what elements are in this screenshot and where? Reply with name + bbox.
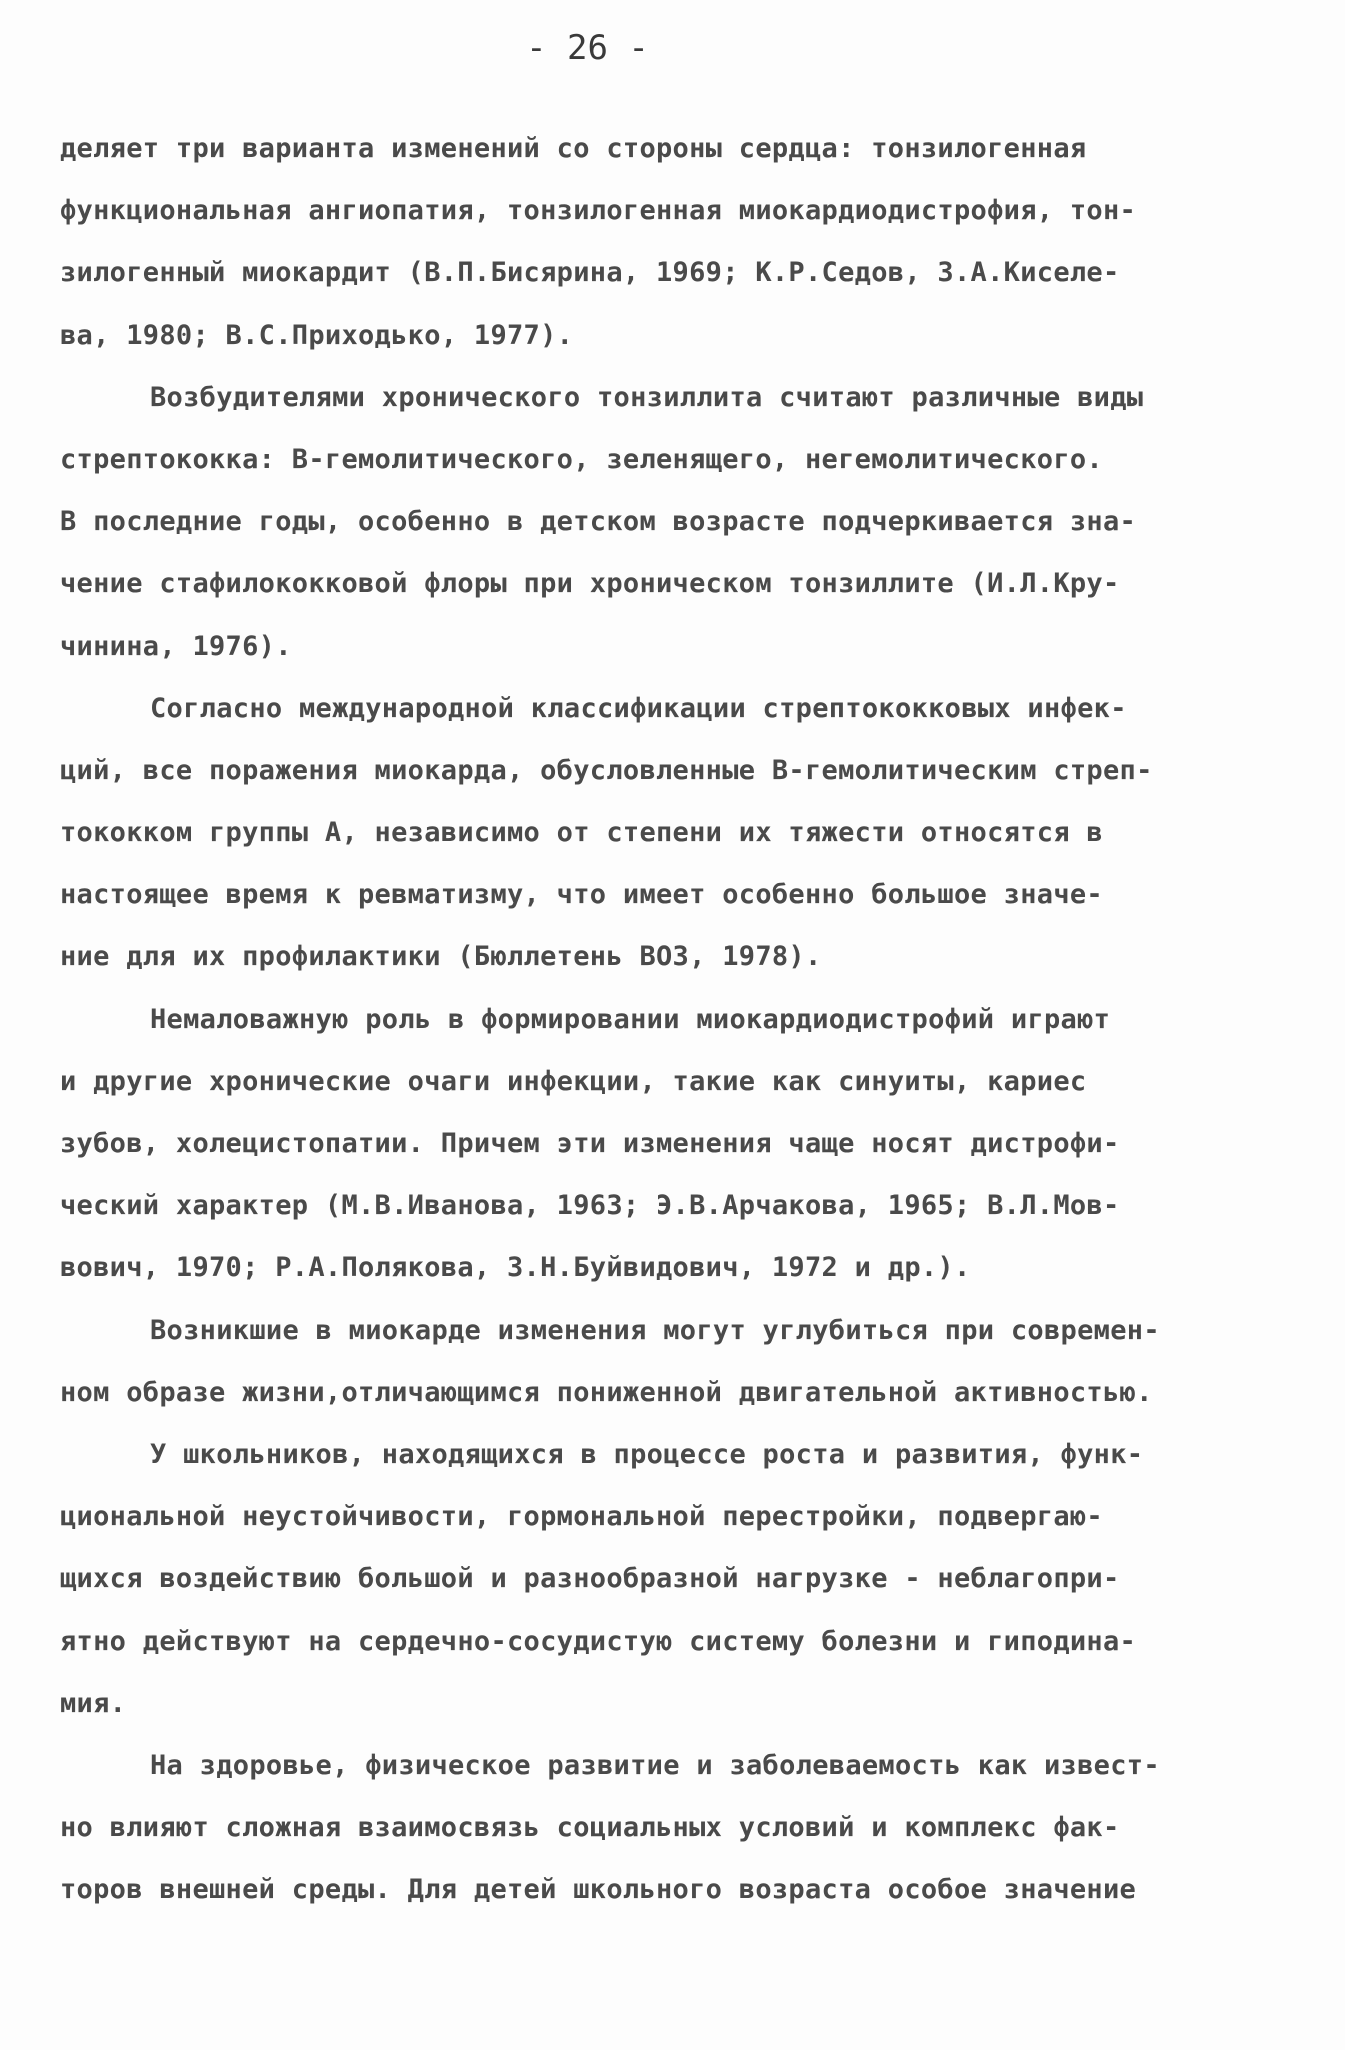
text-line: ном образе жизни,отличающимся пониженной двигательной активностью. [60,1376,1153,1408]
text-line: ние для их профилактики (Бюллетень ВОЗ, 1978). [60,941,822,973]
text-line: но влияют сложная взаимосвязь социальных условий и комплекс фак- [60,1812,1120,1844]
paragraph-first-line: Возбудителями хронического тонзиллита считают различные виды [150,381,1144,413]
text-line: торов внешней среды. Для детей школьного возраста особое значение [60,1874,1137,1906]
text-line: чинина, 1976). [60,630,292,662]
body-text [60,118,1285,1921]
text-line: функциональная ангиопатия, тонзилогенная миокардиодистрофия, тон- [60,195,1137,227]
text-line: настоящее время к ревматизму, что имеет особенно большое значе- [60,879,1103,911]
page-number: - 26 - [526,28,649,68]
text-line: ций, все поражения миокарда, обусловленные В-гемолитическим стреп- [60,754,1153,786]
text-line: чение стафилококковой флоры при хроническом тонзиллите (И.Л.Кру- [60,568,1120,600]
paragraph-first-line: Согласно международной классификации стрептококковых инфек- [150,692,1127,724]
paragraph-first-line: Возникшие в миокарде изменения могут углубиться при современ- [150,1314,1160,1346]
text-line: ва, 1980; В.С.Приходько, 1977). [60,319,574,351]
text-line: зилогенный миокардит (В.П.Бисярина, 1969; К.Р.Седов, З.А.Киселе- [60,257,1120,289]
text-line: вович, 1970; Р.А.Полякова, З.Н.Буйвидович, 1972 и др.). [60,1252,971,1284]
text-line: циональной неустойчивости, гормональной перестройки, подвергаю- [60,1501,1103,1533]
text-line: зубов, холецистопатии. Причем эти изменения чаще носят дистрофи- [60,1128,1120,1159]
text-line: ческий характер (М.В.Иванова, 1963; Э.В.Арчакова, 1965; В.Л.Мов- [60,1190,1120,1222]
text-line: мия. [60,1687,127,1719]
text-line: щихся воздействию большой и разнообразной нагрузке - неблагопри- [60,1563,1120,1595]
paragraph-first-line: На здоровье, физическое развитие и заболеваемость как извест- [150,1749,1160,1781]
text-line: деляет три варианта изменений со стороны сердца: тонзилогенная [60,133,1087,164]
text-line: ятно действуют на сердечно-сосудистую систему болезни и гиподина- [60,1625,1137,1657]
text-line: тококком группы А, независимо от степени их тяжести относятся в [60,817,1103,849]
paragraph-first-line: Немаловажную роль в формировании миокардиодистрофий играют [150,1003,1111,1035]
paragraph-first-line: У школьников, находящихся в процессе роста и развития, функ- [150,1438,1144,1470]
text-line: стрептококка: В-гемолитического, зеленящего, негемолитического. [60,443,1103,475]
text-line: В последние годы, особенно в детском возрасте подчеркивается зна- [60,506,1137,538]
text-line: и другие хронические очаги инфекции, такие как синуиты, кариес [60,1065,1087,1097]
